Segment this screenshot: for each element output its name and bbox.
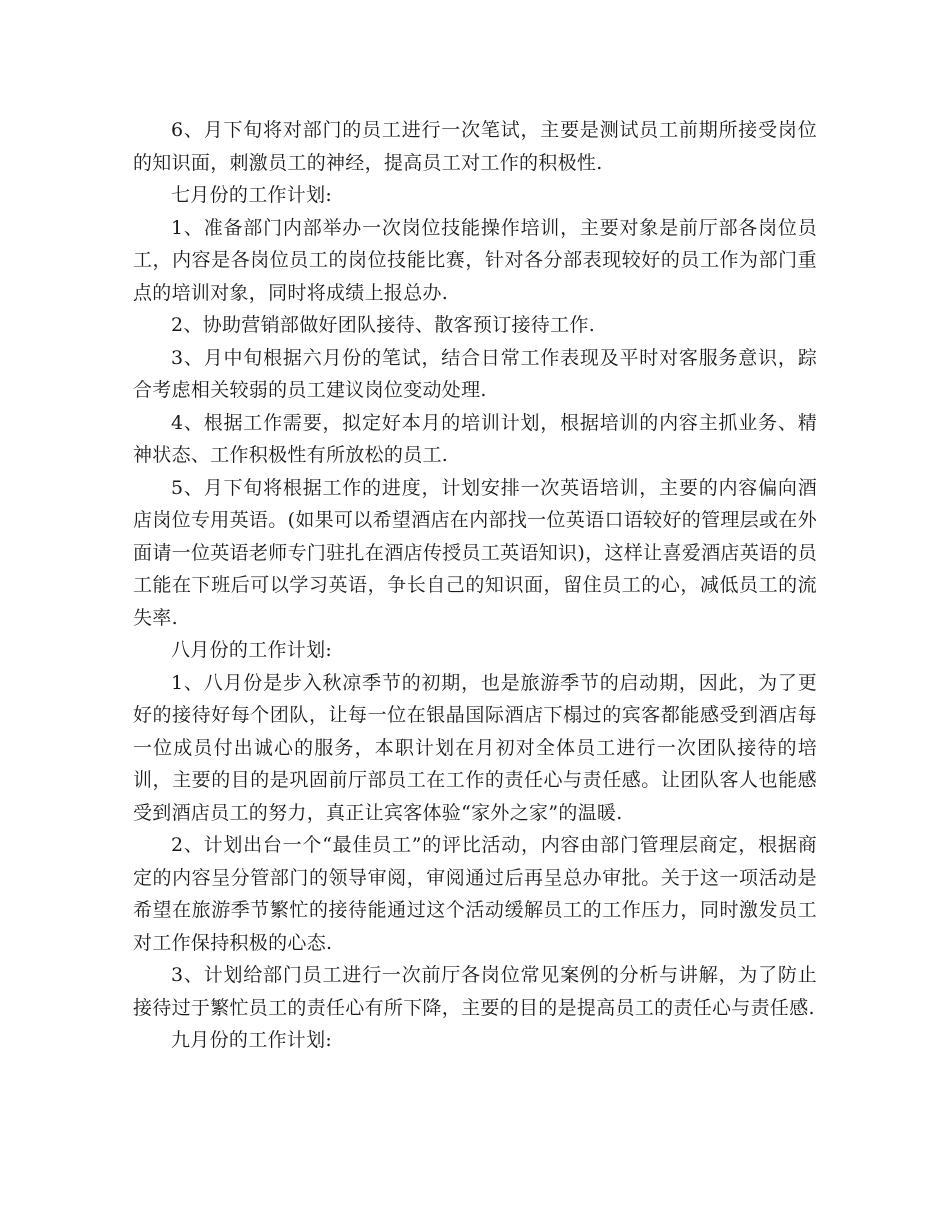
document-body [133, 114, 817, 1057]
heading-august-plan: 八月份的工作计划: [171, 639, 333, 661]
paragraph-july-item-1: 1、准备部门内部举办一次岗位技能操作培训，主要对象是前厅部各岗位员工，内容是各岗位员工的岗位技能比赛，针对各分部表现较好的员工作为部门重点的培训对象，同时将成绩上报总办. [133, 216, 817, 304]
paragraph-august-item-2: 2、计划出台一个“最佳员工”的评比活动，内容由部门管理层商定，根据商定的内容呈分管部门的领导审阅，审阅通过后再呈总办审批。关于这一项活动是希望在旅游季节繁忙的接待能通过这个活动缓解员工的工作压力，同时激发员工对工作保持积极的心态. [133, 834, 817, 954]
paragraph-august-item-1: 1、八月份是步入秋凉季节的初期，也是旅游季节的启动期，因此，为了更好的接待好每个团队，让每一位在银晶国际酒店下榻过的宾客都能感受到酒店每一位成员付出诚心的服务，本职计划在月初对全体员工进行一次团队接待的培训，主要的目的是巩固前厅部员工在工作的责任心与责任感。让团队客人也能感受到酒店员工的努力，真正让宾客体验“家外之家”的温暖. [133, 671, 817, 824]
paragraph-july-item-2: 2、协助营销部做好团队接待、散客预订接待工作. [171, 314, 596, 336]
heading-september-plan: 九月份的工作计划: [171, 1029, 333, 1051]
paragraph-august-item-3: 3、计划给部门员工进行一次前厅各岗位常见案例的分析与讲解，为了防止接待过于繁忙员工的责任心有所下降，主要的目的是提高员工的责任心与责任感. [133, 964, 817, 1019]
heading-july-plan: 七月份的工作计划: [171, 184, 333, 206]
paragraph-july-item-4: 4、根据工作需要，拟定好本月的培训计划，根据培训的内容主抓业务、精神状态、工作积极性有所放松的员工. [133, 411, 817, 466]
paragraph-june-item-6: 6、月下旬将对部门的员工进行一次笔试，主要是测试员工前期所接受岗位的知识面，刺激员工的神经，提高员工对工作的积极性. [133, 119, 817, 174]
paragraph-july-item-3: 3、月中旬根据六月份的笔试，结合日常工作表现及平时对客服务意识，踪合考虑相关较弱的员工建议岗位变动处理. [133, 346, 817, 401]
paragraph-july-item-5: 5、月下旬将根据工作的进度，计划安排一次英语培训，主要的内容偏向酒店岗位专用英语。(如果可以希望酒店在内部找一位英语口语较好的管理层或在外面请一位英语老师专门驻扎在酒店传授员工英语知识)，这样让喜爱酒店英语的员工能在下班后可以学习英语，争长自己的知识面，留住员工的心，减低员工的流失率. [133, 476, 817, 629]
